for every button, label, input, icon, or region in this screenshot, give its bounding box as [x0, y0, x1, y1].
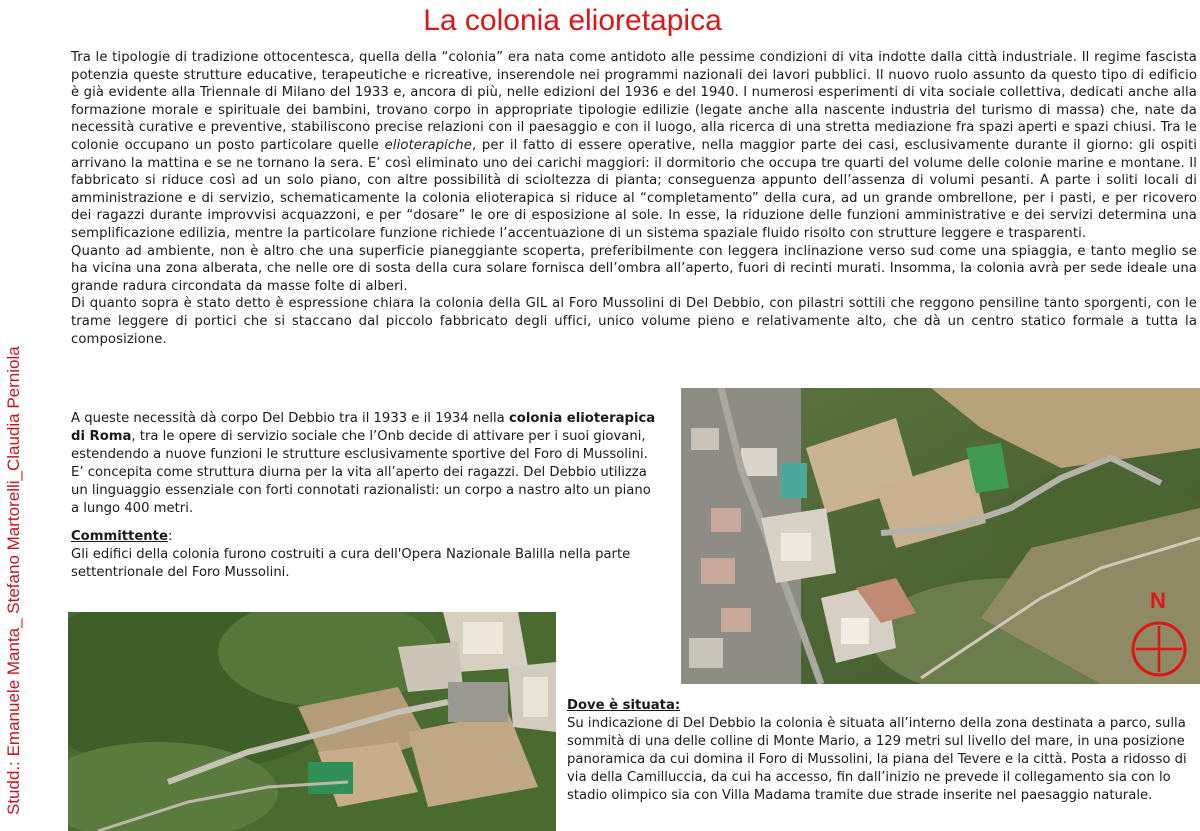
student-credits: Studd.: Emanuele Manta_ Stefano Martorelli_Claudia Perniola [4, 346, 23, 815]
intro-paragraph-3: Di quanto sopra è stato detto è espressione chiara la colonia della GIL al Foro Mussolini di Del Debbio, con pilastri sottili che reggono pensiline tanto sporgenti, con le trame leggere di portici che si staccano dal piccolo fabbricato degli uffici, unico volume pieno e relativamente alto, che dà un centro statico formale a tutta la composizione. [71, 296, 1197, 347]
committente-heading: Committente [71, 529, 168, 544]
page-title: La colonia elioretapica [423, 4, 722, 37]
aerial-photo-bottom [68, 612, 556, 831]
location-heading-line [567, 697, 1192, 715]
intro-paragraph-2: Quanto ad ambiente, non è altro che una superficie pianeggiante scoperta, preferibilmente con leggera inclinazione verso sud come una spiaggia, e tanto meglio se ha vicina una zona alberata, che nelle ore di sosta della cura solare fornisca dell’ombra all’aperto, fuori di recinti murati. Insomma, la colonia avrà per sede ideale una grande radura circondata da masse folte di alberi. [71, 243, 1197, 294]
location-heading: Dove è situata: [567, 698, 681, 713]
aerial-photo-top [681, 388, 1200, 684]
description-paragraph: A queste necessità dà corpo Del Debbio tra il 1933 e il 1934 nella colonia elioterapica di Roma, tra le opere di servizio sociale che l’Onb decide di attivare per i suoi giovani, estendendo a nuove funzioni le strutture esclusivamente sportive del Foro di Mussolini. E’ concepita come struttura diurna per la vita all’aperto dei ragazzi. Del Debbio utilizza un linguaggio essenziale con forti connotati razionalisti: un corpo a nastro alto un piano a lungo 400 metri. [71, 411, 656, 516]
committente-text: Gli edifici della colonia furono costruiti a cura dell'Opera Nazionale Balilla nella parte settentrionale del Foro Mussolini. [71, 547, 631, 580]
aerial-photo-bottom-drawing [68, 612, 556, 831]
intro-paragraph-1: Tra le tipologie di tradizione ottocentesca, quella della “colonia” era nata come antidoto alle pessime condizioni di vita indotte dalla città industriale. Il regime fascista potenzia queste strutture educative, terapeutiche e ricreative, inserendole nei programmi nazionali dei lavori pubblici. Il nuovo ruolo assunto da questo tipo di edificio è già evidente alla Triennale di Milano del 1933 e, ancora di più, nelle edizioni del 1936 e del 1940. I numerosi esperimenti di vita sociale collettiva, dedicati anche alla formazione morale e spirituale dei bambini, trovano corpo in appropriate tipologie edilizie (legate anche alla nascente industria del turismo di massa) che, nate da necessità curative e preventive, stabiliscono precise relazioni con il paesaggio e con il luogo, alla ricerca di una stretta mediazione fra spazi aperti e spazi chiusi. Tra le colonie occupano un posto particolare quelle elioterapiche, per il fatto di essere operative, nella maggior parte dei casi, esclusivamente durante il giorno: gli ospiti arrivano la mattina e se ne tornano la sera. E’ così eliminato uno dei carichi maggiori: il dormitorio che occupa tre quarti del volume delle colonie marine e montane. Il fabbricato si riduce così ad un solo piano, con altre possibilità di scioltezza di pianta; conseguenza appunto dell’assenza di volumi pesanti. A parte i soliti locali di amministrazione e di servizio, schematicamente la colonia elioterapica si riduce al “completamento” della cura, ad un grande ombrellone, per i pasti, e per ricovero dei ragazzi durante improvvisi acquazzoni, e per “dosare” le ore di esposizione al sole. In esse, la riduzione delle funzioni amministrative e dei servizi determina una semplificazione edilizia, mentre la particolare funzione richiede l’accentuazione di un sistema spaziale fluido risolto con strutture leggere e trasparenti. [71, 50, 1197, 241]
intro-text [71, 49, 1197, 348]
aerial-photo-top-drawing [681, 388, 1200, 684]
committente-heading-line: Committente: [71, 529, 173, 544]
location-text: Su indicazione di Del Debbio la colonia è situata all’interno della zona destinata a parco, sulla sommità di una delle colline di Monte Mario, a 129 metri sul livello del mare, in una posizione panoramica da cui domina il Foro di Mussolini, la piana del Tevere e la città. Posta a ridosso di via della Camilluccia, da cui ha accesso, fin dall’inizio ne prevede il collegamento sia con lo stadio olimpico sia con Villa Madama tramite due strade inserite nel paesaggio naturale. [567, 716, 1187, 803]
left-column [71, 410, 659, 582]
north-indicator: N [1150, 588, 1166, 613]
location-section [567, 697, 1192, 805]
